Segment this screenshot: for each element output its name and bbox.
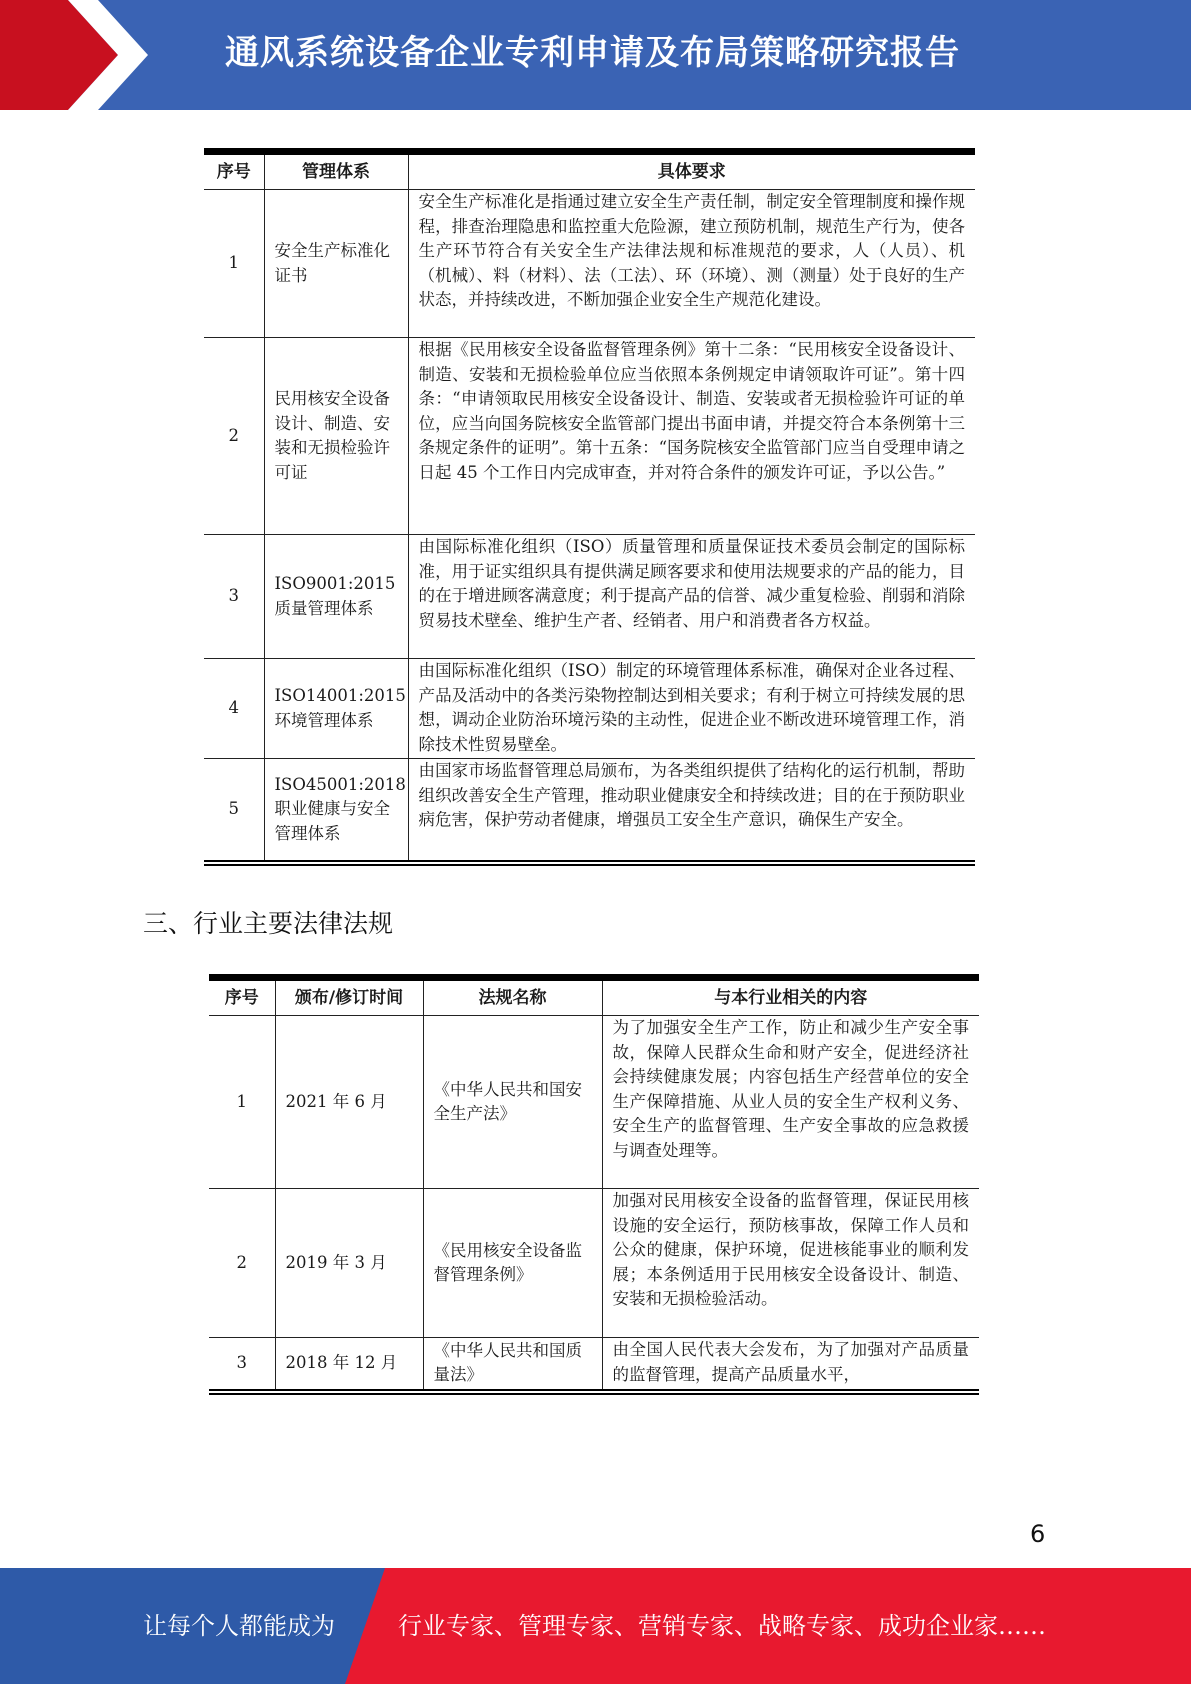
law-name: 《中华人民共和国安全生产法》 [423,1016,602,1189]
table-row [209,1016,979,1189]
requirement-text: 安全生产标准化是指通过建立安全生产责任制，制定安全管理制度和操作规程，排查治理隐患和监控重大危险源，建立预防机制，规范生产行为，使各生产环节符合有关安全生产法律法规和标准规范的要求，人（人员）、机（机械）、料（材料）、法（工法）、环（环境）、测（测量）处于良好的生产状态，并持续改进，不断加强企业安全生产规范化建设。 [408,190,975,338]
table-row [209,1338,979,1392]
chevron-decoration [0,0,160,110]
law-content: 由全国人民代表大会发布，为了加强对产品质量的监督管理，提高产品质量水平， [602,1338,979,1392]
col-header-system: 管理体系 [264,152,408,190]
col-header-number: 序号 [209,978,275,1016]
management-system-table [204,148,975,866]
row-number: 2 [204,338,264,535]
table-row [204,659,975,759]
report-title: 通风系统设备企业专利申请及布局策略研究报告 [225,33,960,73]
footer-slogan-right: 行业专家、管理专家、营销专家、战略专家、成功企业家…… [398,1612,1046,1640]
issue-date: 2019 年 3 月 [275,1189,423,1338]
row-number: 3 [209,1338,275,1392]
row-number: 1 [204,190,264,338]
table-header-row [204,152,975,190]
table-row [204,535,975,659]
table-header-row [209,978,979,1016]
law-content: 为了加强安全生产工作，防止和减少生产安全事故，保障人民群众生命和财产安全，促进经济社会持续健康发展；内容包括生产经营单位的安全生产保障措施、从业人员的安全生产权利义务、安全生产的监督管理、生产安全事故的应急救援与调查处理等。 [602,1016,979,1189]
table-row [204,338,975,535]
requirement-text: 由国家市场监督管理总局颁布，为各类组织提供了结构化的运行机制，帮助组织改善安全生产管理，推动职业健康安全和持续改进；目的在于预防职业病危害，保护劳动者健康，增强员工安全生产意识，确保生产安全。 [408,759,975,863]
page-footer [0,1568,1191,1684]
system-name: 安全生产标准化证书 [264,190,408,338]
requirement-text: 由国际标准化组织（ISO）制定的环境管理体系标准，确保对企业各过程、产品及活动中的各类污染物控制达到相关要求；有利于树立可持续发展的思想，调动企业防治环境污染的主动性，促进企业不断改进环境管理工作，消除技术性贸易壁垒。 [408,659,975,759]
law-name: 《中华人民共和国质量法》 [423,1338,602,1392]
system-name: ISO45001:2018 职业健康与安全管理体系 [264,759,408,863]
col-header-number: 序号 [204,152,264,190]
page-number: 6 [1030,1520,1046,1548]
table-row [204,190,975,338]
table-row [204,759,975,863]
row-number: 4 [204,659,264,759]
col-header-requirements: 具体要求 [408,152,975,190]
law-name: 《民用核安全设备监督管理条例》 [423,1189,602,1338]
system-name: ISO14001:2015 环境管理体系 [264,659,408,759]
system-name: 民用核安全设备设计、制造、安装和无损检验许可证 [264,338,408,535]
table-row [209,1189,979,1338]
col-header-law-name: 法规名称 [423,978,602,1016]
laws-regulations-table [209,974,979,1395]
law-content: 加强对民用核安全设备的监督管理，保证民用核设施的安全运行，预防核事故，保障工作人员和公众的健康，保护环境，促进核能事业的顺利发展；本条例适用于民用核安全设备设计、制造、安装和无损检验活动。 [602,1189,979,1338]
section-heading: 三、行业主要法律法规 [143,909,394,938]
col-header-content: 与本行业相关的内容 [602,978,979,1016]
footer-slogan-left: 让每个人都能成为 [143,1612,335,1640]
row-number: 2 [209,1189,275,1338]
row-number: 3 [204,535,264,659]
requirement-text: 根据《民用核安全设备监督管理条例》第十二条：“民用核安全设备设计、制造、安装和无损检验单位应当依照本条例规定申请领取许可证”。第十四条：“申请领取民用核安全设备设计、制造、安装或者无损检验许可证的单位，应当向国务院核安全监管部门提出书面申请，并提交符合本条例第十三条规定条件的证明”。第十五条：“国务院核安全监管部门应当自受理申请之日起 45 个工作日内完成审查，并对符合条件的颁发许可证，予以公告。” [408,338,975,535]
issue-date: 2018 年 12 月 [275,1338,423,1392]
issue-date: 2021 年 6 月 [275,1016,423,1189]
row-number: 1 [209,1016,275,1189]
col-header-date: 颁布/修订时间 [275,978,423,1016]
requirement-text: 由国际标准化组织（ISO）质量管理和质量保证技术委员会制定的国际标准，用于证实组织具有提供满足顾客要求和使用法规要求的产品的能力，目的在于增进顾客满意度；利于提高产品的信誉、减少重复检验、削弱和消除贸易技术壁垒、维护生产者、经销者、用户和消费者各方权益。 [408,535,975,659]
row-number: 5 [204,759,264,863]
system-name: ISO9001:2015 质量管理体系 [264,535,408,659]
page-header [0,0,1191,110]
